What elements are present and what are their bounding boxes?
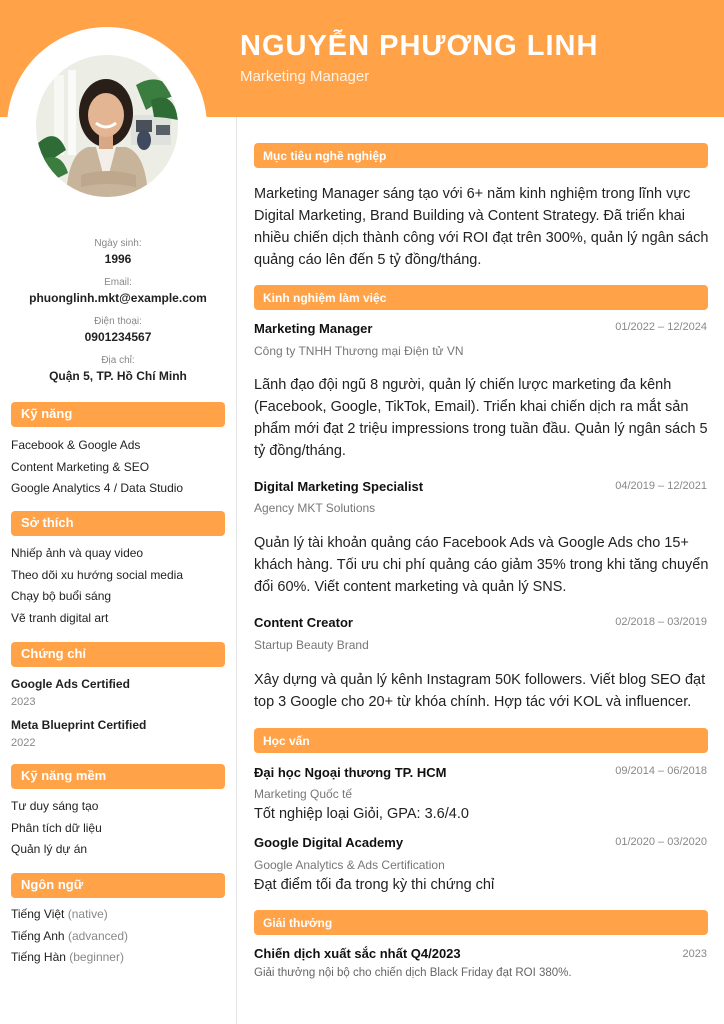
candidate-name: NGUYỄN PHƯƠNG LINH <box>240 30 599 62</box>
info-value: Quận 5, TP. Hồ Chí Minh <box>49 369 187 383</box>
education-major: Google Analytics & Ads Certification <box>254 858 445 872</box>
candidate-title: Marketing Manager <box>240 68 370 85</box>
hobbies-heading: Sở thích <box>11 511 225 536</box>
experience-date: 04/2019 – 12/2021 <box>615 480 707 492</box>
experience-description: Quản lý tài khoản quảng cáo Facebook Ads và Google Ads cho 15+ khách hàng. Tối ưu chi phí quảng cáo giảm 35% trong khi tăng chuyển đổi 60%. Viết content marketing và quản lý SNS. <box>254 535 709 595</box>
language-name: Tiếng Việt <box>11 907 65 921</box>
experience-date: 02/2018 – 03/2019 <box>615 616 707 628</box>
education-date: 01/2020 – 03/2020 <box>615 836 707 848</box>
language-level: (beginner) <box>69 950 124 964</box>
list-item: Facebook & Google Ads <box>11 438 141 452</box>
award-title: Chiến dịch xuất sắc nhất Q4/2023 <box>254 946 461 961</box>
award-year: 2023 <box>682 948 707 960</box>
experience-description: Xây dựng và quản lý kênh Instagram 50K followers. Viết blog SEO đạt top 3 Google cho 20+ từ khóa chính. Hợp tác với KOL và influencer. <box>254 672 706 710</box>
experience-date: 01/2022 – 12/2024 <box>615 321 707 333</box>
experience-title: Content Creator <box>254 615 353 630</box>
column-divider <box>236 117 237 1024</box>
sidebar <box>0 0 236 1024</box>
info-label: Địa chỉ: <box>101 355 135 366</box>
education-date: 09/2014 – 06/2018 <box>615 765 707 777</box>
skills-list <box>11 435 226 500</box>
language-name: Tiếng Hàn <box>11 950 66 964</box>
list-item: Quản lý dự án <box>11 842 88 856</box>
skills-heading: Kỹ năng <box>11 402 225 427</box>
education-major: Marketing Quốc tế <box>254 787 353 801</box>
experience-company: Startup Beauty Brand <box>254 638 369 652</box>
info-label: Email: <box>104 277 132 288</box>
experience-title: Marketing Manager <box>254 321 373 336</box>
certificate-item <box>11 677 226 708</box>
list-item: Phân tích dữ liệu <box>11 820 102 835</box>
language-level: (advanced) <box>67 928 128 943</box>
info-value: 0901234567 <box>84 330 152 344</box>
experience-company: Agency MKT Solutions <box>254 501 376 515</box>
soft-skills-heading: Kỹ năng mềm <box>11 764 225 789</box>
info-phone <box>0 316 236 344</box>
info-label: Điện thoại: <box>94 316 142 327</box>
language-item <box>11 926 226 948</box>
info-email <box>0 277 236 305</box>
experience-company: Công ty TNHH Thương mại Điện tử VN <box>254 344 464 358</box>
list-item: Google Analytics 4 / Data Studio <box>11 481 184 495</box>
list-item: Theo dõi xu hướng social media <box>11 567 183 582</box>
education-note: Đạt điểm tối đa trong kỳ thi chứng chỉ <box>254 877 495 893</box>
hobbies-list <box>11 543 226 629</box>
objective-heading: Mục tiêu nghề nghiệp <box>254 143 708 168</box>
languages-list <box>11 904 226 969</box>
objective-text: Marketing Manager sáng tạo với 6+ năm kinh nghiệm trong lĩnh vực Digital Marketing, Brand Building và Content Strategy. Đã triển khai nhiều chiến dịch thành công với ROI đạt trên 300%, quản lý ngân sách quảng cáo lên đến 5 tỷ đồng/tháng. <box>254 186 709 268</box>
certificate-name: Google Ads Certified <box>11 677 130 691</box>
soft-skills-list <box>11 796 226 861</box>
experience-title: Digital Marketing Specialist <box>254 479 424 494</box>
certificate-name: Meta Blueprint Certified <box>11 718 147 732</box>
info-address <box>0 355 236 383</box>
certificate-year: 2022 <box>11 737 36 749</box>
info-birthdate <box>0 238 236 266</box>
language-name: Tiếng Anh <box>11 928 65 943</box>
list-item: Tư duy sáng tạo <box>11 799 99 813</box>
info-value: 1996 <box>104 252 132 266</box>
info-value: phuonglinh.mkt@example.com <box>29 291 207 305</box>
list-item: Nhiếp ảnh và quay video <box>11 546 144 560</box>
education-heading: Học vấn <box>254 728 708 753</box>
languages-heading: Ngôn ngữ <box>11 873 225 898</box>
list-item: Content Marketing & SEO <box>11 459 150 474</box>
certificate-item <box>11 718 226 749</box>
certificate-year: 2023 <box>11 696 36 708</box>
language-level: (native) <box>67 907 108 921</box>
list-item: Vẽ tranh digital art <box>11 610 109 625</box>
awards-heading: Giải thưởng <box>254 910 708 935</box>
education-school: Google Digital Academy <box>254 835 404 850</box>
language-item <box>11 947 226 969</box>
education-note: Tốt nghiệp loại Giỏi, GPA: 3.6/4.0 <box>254 806 469 822</box>
education-school: Đại học Ngoại thương TP. HCM <box>254 765 447 780</box>
certificates-heading: Chứng chỉ <box>11 642 225 667</box>
info-label: Ngày sinh: <box>94 238 142 249</box>
experience-description: Lãnh đạo đội ngũ 8 người, quản lý chiến lược marketing đa kênh (Facebook, Google, TikTok, Email). Triển khai chiến dịch ra mắt sản phẩm mới đạt 2 triệu impressions trong tuần đầu. Quản lý ngân sách 5 tỷ đồng/tháng. <box>254 377 708 459</box>
experience-heading: Kinh nghiệm làm việc <box>254 285 708 310</box>
list-item: Chạy bộ buổi sáng <box>11 589 112 603</box>
language-item <box>11 904 226 926</box>
award-description: Giải thưởng nội bộ cho chiến dịch Black Friday đạt ROI 380%. <box>254 967 572 979</box>
